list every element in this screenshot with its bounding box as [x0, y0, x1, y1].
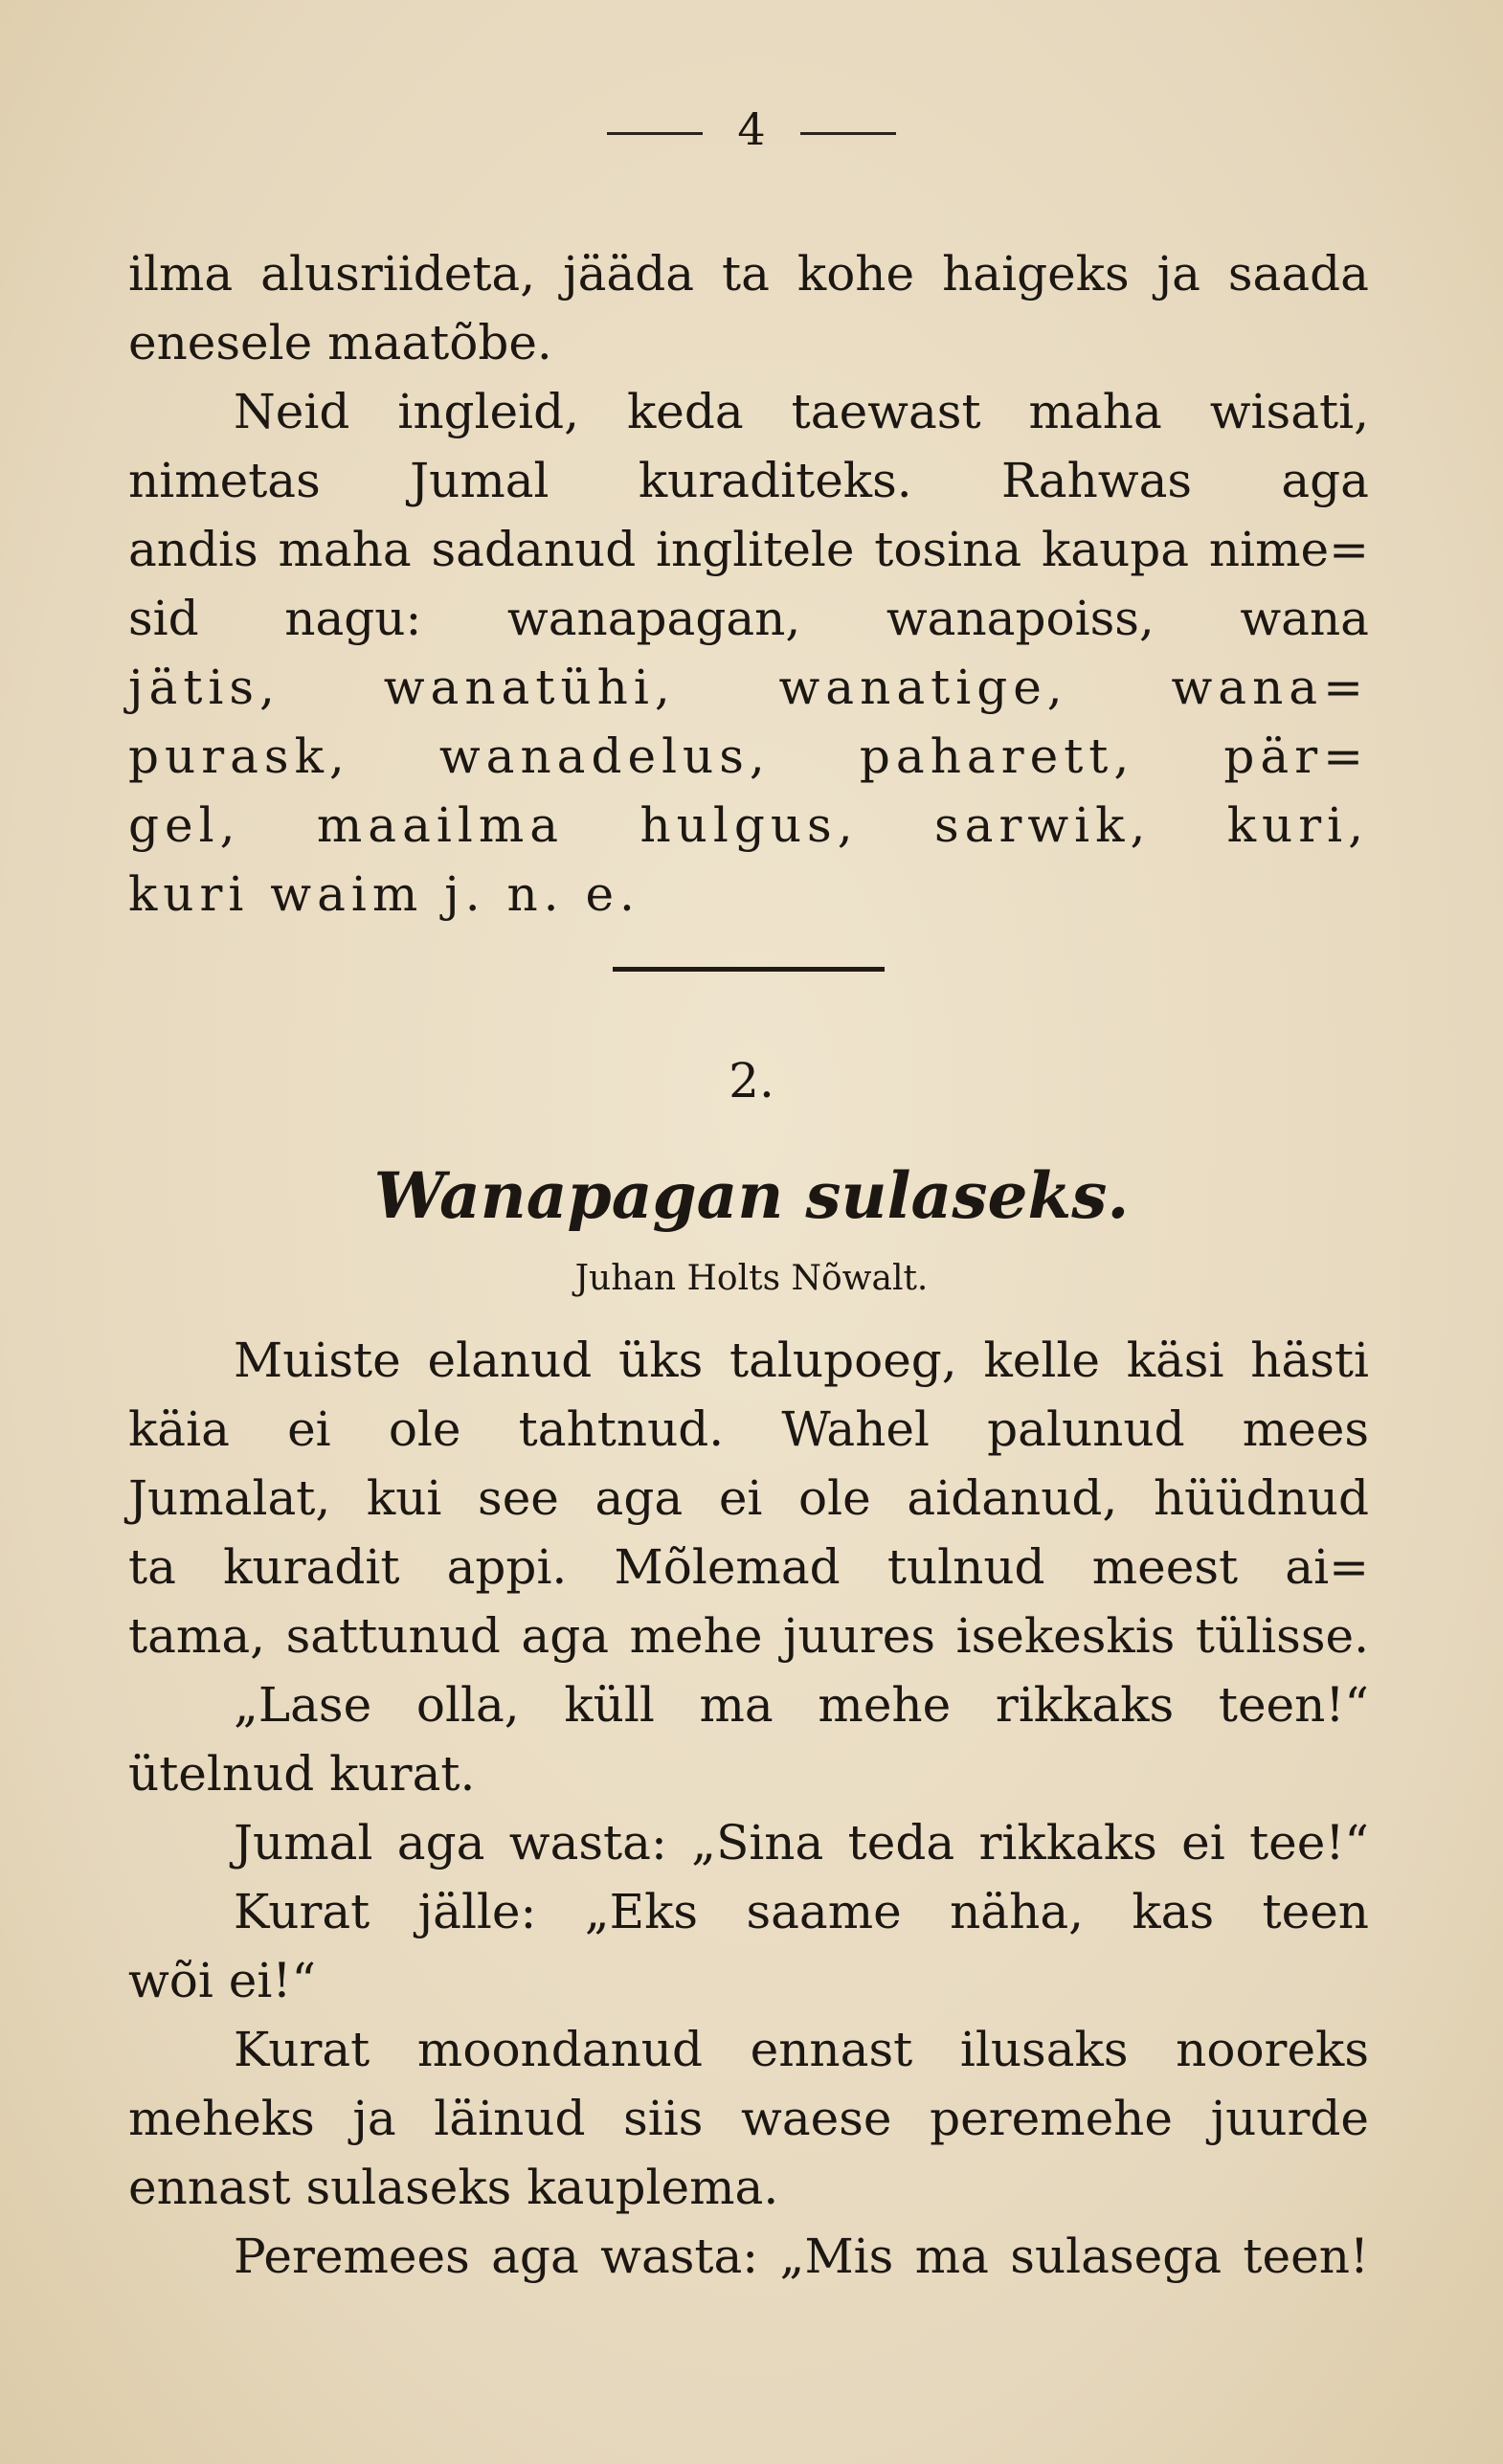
- text-line: Peremees aga wasta: „Mis ma sulasega teen!: [234, 2229, 1369, 2284]
- text-line: enesele maatõbe.: [128, 315, 552, 370]
- text-line: Kurat jälle: „Eks saame näha, kas teen: [234, 1884, 1369, 1939]
- text-line: jätis, wanatühi, wanatige, wana=: [128, 660, 1369, 715]
- text-line: Kurat moondanud ennast ilusaks nooreks: [234, 2022, 1369, 2077]
- text-line: Jumalat, kui see aga ei ole aidanud, hüüdnud: [128, 1470, 1369, 1526]
- text-line: ilma alusriideta, jääda ta kohe haigeks ja saada: [128, 246, 1369, 302]
- header-dash-right: [800, 132, 896, 135]
- text-line: ta kuradit appi. Mõlemad tulnud meest ai=: [128, 1539, 1369, 1595]
- section-number: 2.: [729, 1053, 774, 1109]
- text-line: ütelnud kurat.: [128, 1746, 476, 1802]
- text-line: Muiste elanud üks talupoeg, kelle käsi hästi: [234, 1333, 1369, 1388]
- text-line: käia ei ole tahtnud. Wahel palunud mees: [128, 1401, 1369, 1457]
- text-line: meheks ja läinud siis waese peremehe juurde: [128, 2091, 1369, 2146]
- section-divider: [613, 967, 885, 972]
- paragraph-block-top: [128, 239, 1369, 929]
- paragraph-block-bottom: [128, 1326, 1369, 2291]
- section-title: Wanapagan sulaseks.: [373, 1158, 1130, 1233]
- page-number: 4: [737, 103, 766, 155]
- text-line: „Lase olla, küll ma mehe rikkaks teen!“: [234, 1677, 1369, 1733]
- text-line: kuri waim j. n. e.: [128, 866, 640, 922]
- text-line: Neid ingleid, keda taewast maha wisati,: [234, 384, 1369, 439]
- text-line: nimetas Jumal kuraditeks. Rahwas aga: [128, 453, 1369, 508]
- section-author: Juhan Holts Nõwalt.: [574, 1259, 929, 1298]
- page-header: [0, 103, 1503, 155]
- text-line: wõi ei!“: [128, 1953, 317, 2008]
- text-line: ennast sulaseks kauplema.: [128, 2160, 779, 2215]
- header-dash-left: [607, 132, 703, 135]
- text-line: purask, wanadelus, paharett, pär=: [128, 728, 1369, 784]
- text-line: gel, maailma hulgus, sarwik, kuri,: [128, 797, 1369, 853]
- text-line: tama, sattunud aga mehe juures isekeskis tülisse.: [128, 1608, 1369, 1664]
- text-line: andis maha sadanud inglitele tosina kaupa nime=: [128, 522, 1369, 577]
- text-line: sid nagu: wanapagan, wanapoiss, wana: [128, 591, 1369, 646]
- text-line: Jumal aga wasta: „Sina teda rikkaks ei tee!“: [234, 1815, 1369, 1870]
